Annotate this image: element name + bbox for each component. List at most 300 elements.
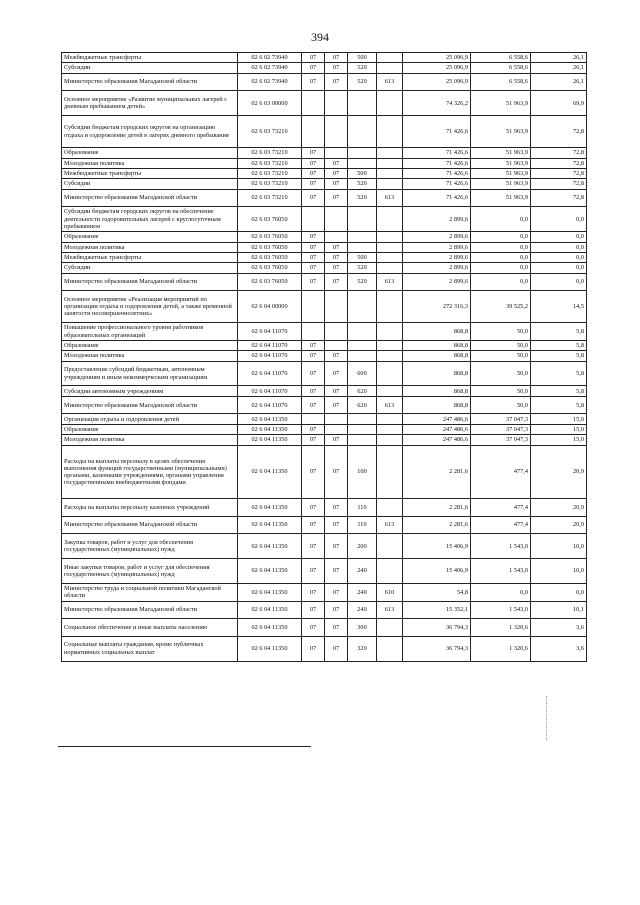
cell-section: 07 <box>302 252 325 262</box>
cell-section: 07 <box>302 445 325 499</box>
cell-fact: 50,0 <box>471 396 531 414</box>
table-row <box>62 424 587 434</box>
cell-section <box>302 207 325 232</box>
cell-dept <box>377 168 403 178</box>
cell-name: Молодежная политика <box>62 435 238 445</box>
cell-name: Субсидии <box>62 179 238 189</box>
budget-table <box>61 52 587 662</box>
cell-code: 02 6 04 11070 <box>238 323 302 341</box>
table-row <box>62 583 587 601</box>
cell-section: 07 <box>302 559 325 584</box>
cell-code: 02 6 04 11070 <box>238 396 302 414</box>
cell-name: Субсидии <box>62 63 238 73</box>
cell-fact: 0,0 <box>471 232 531 242</box>
cell-name: Образование <box>62 148 238 158</box>
table-row <box>62 601 587 619</box>
cell-pct: 0,0 <box>531 242 587 252</box>
cell-code: 02 6 04 11350 <box>238 435 302 445</box>
cell-name: Повышение профессионального уровня работников образовательных организаций <box>62 323 238 341</box>
cell-subsection: 07 <box>325 396 348 414</box>
cell-section: 07 <box>302 499 325 517</box>
cell-plan: 36 794,3 <box>403 619 471 637</box>
cell-exp-type <box>348 116 377 148</box>
cell-pct: 0,0 <box>531 232 587 242</box>
cell-plan: 71 426,6 <box>403 168 471 178</box>
cell-name: Расходы на выплаты персоналу в целях обеспечения выполнения функций государственными (муниципальными) органами, казенными учреждениями, органами управления государственными внебюджетными фондами <box>62 445 238 499</box>
cell-exp-type: 520 <box>348 263 377 273</box>
cell-pct: 5,8 <box>531 396 587 414</box>
cell-fact: 1 543,0 <box>471 559 531 584</box>
cell-subsection: 07 <box>325 63 348 73</box>
cell-subsection: 07 <box>325 583 348 601</box>
cell-pct: 10,0 <box>531 534 587 559</box>
cell-dept <box>377 207 403 232</box>
table-row <box>62 559 587 584</box>
cell-exp-type: 520 <box>348 63 377 73</box>
cell-fact: 51 963,9 <box>471 168 531 178</box>
cell-code: 02 6 03 76050 <box>238 232 302 242</box>
cell-section: 07 <box>302 601 325 619</box>
cell-pct: 72,8 <box>531 189 587 207</box>
cell-dept <box>377 148 403 158</box>
cell-pct: 72,8 <box>531 179 587 189</box>
cell-plan: 247 486,6 <box>403 435 471 445</box>
table-row <box>62 340 587 350</box>
cell-plan: 2 899,6 <box>403 232 471 242</box>
cell-fact: 6 558,6 <box>471 53 531 63</box>
table-row <box>62 148 587 158</box>
cell-name: Межбюджетные трансферты <box>62 168 238 178</box>
cell-dept: 613 <box>377 273 403 291</box>
cell-fact: 1 320,6 <box>471 619 531 637</box>
cell-dept <box>377 361 403 386</box>
cell-plan: 25 096,9 <box>403 63 471 73</box>
cell-code: 02 6 03 73210 <box>238 179 302 189</box>
cell-code: 02 6 04 11350 <box>238 636 302 661</box>
cell-code: 02 6 03 73210 <box>238 148 302 158</box>
cell-dept <box>377 414 403 424</box>
cell-dept <box>377 323 403 341</box>
cell-name: Молодежная политика <box>62 158 238 168</box>
cell-section: 07 <box>302 148 325 158</box>
margin-dotted-mark <box>546 696 549 740</box>
cell-exp-type <box>348 424 377 434</box>
footer-divider <box>58 746 311 747</box>
cell-subsection <box>325 291 348 323</box>
cell-exp-type: 200 <box>348 534 377 559</box>
cell-dept <box>377 445 403 499</box>
cell-exp-type: 110 <box>348 516 377 534</box>
cell-dept <box>377 636 403 661</box>
cell-section <box>302 323 325 341</box>
cell-code: 02 6 04 11350 <box>238 516 302 534</box>
cell-name: Молодежная политика <box>62 351 238 361</box>
cell-section: 07 <box>302 53 325 63</box>
cell-section: 07 <box>302 158 325 168</box>
cell-fact: 50,0 <box>471 323 531 341</box>
cell-exp-type: 100 <box>348 445 377 499</box>
cell-name: Социальное обеспечение и иные выплаты населению <box>62 619 238 637</box>
cell-exp-type <box>348 91 377 116</box>
cell-subsection: 07 <box>325 179 348 189</box>
cell-section: 07 <box>302 273 325 291</box>
table-row <box>62 386 587 396</box>
cell-dept <box>377 53 403 63</box>
cell-fact: 1 543,0 <box>471 534 531 559</box>
cell-section: 07 <box>302 263 325 273</box>
cell-section: 07 <box>302 583 325 601</box>
cell-subsection: 07 <box>325 534 348 559</box>
cell-dept <box>377 263 403 273</box>
cell-code: 02 6 03 76050 <box>238 207 302 232</box>
cell-fact: 51 963,9 <box>471 148 531 158</box>
cell-dept <box>377 386 403 396</box>
cell-exp-type <box>348 340 377 350</box>
cell-dept <box>377 559 403 584</box>
cell-fact: 51 963,9 <box>471 116 531 148</box>
table-row <box>62 534 587 559</box>
cell-section: 07 <box>302 340 325 350</box>
cell-plan: 36 794,3 <box>403 636 471 661</box>
cell-pct: 20,9 <box>531 445 587 499</box>
cell-subsection <box>325 207 348 232</box>
table-row <box>62 396 587 414</box>
cell-subsection <box>325 424 348 434</box>
table-row <box>62 168 587 178</box>
cell-code: 02 6 03 76050 <box>238 252 302 262</box>
cell-code: 02 6 04 11350 <box>238 619 302 637</box>
cell-plan: 2 281,6 <box>403 445 471 499</box>
cell-plan: 2 899,6 <box>403 252 471 262</box>
cell-section: 07 <box>302 73 325 91</box>
cell-plan: 74 326,2 <box>403 91 471 116</box>
cell-dept <box>377 232 403 242</box>
cell-fact: 37 047,3 <box>471 424 531 434</box>
cell-name: Межбюджетные трансферты <box>62 252 238 262</box>
cell-subsection: 07 <box>325 499 348 517</box>
cell-subsection: 07 <box>325 351 348 361</box>
cell-exp-type <box>348 207 377 232</box>
table-row <box>62 91 587 116</box>
cell-subsection: 07 <box>325 242 348 252</box>
table-row <box>62 291 587 323</box>
cell-subsection: 07 <box>325 559 348 584</box>
cell-pct: 0,0 <box>531 207 587 232</box>
cell-dept <box>377 435 403 445</box>
cell-plan: 2 899,6 <box>403 242 471 252</box>
cell-name: Предоставление субсидий бюджетным, автономным учреждениям и иным некоммерческим организациям <box>62 361 238 386</box>
cell-code: 02 6 03 76050 <box>238 263 302 273</box>
cell-name: Министерство труда и социальной политики Магаданской области <box>62 583 238 601</box>
page-number: 394 <box>311 30 329 44</box>
table-row <box>62 53 587 63</box>
table-row <box>62 207 587 232</box>
cell-exp-type: 520 <box>348 189 377 207</box>
cell-exp-type: 240 <box>348 601 377 619</box>
cell-name: Министерство образования Магаданской области <box>62 73 238 91</box>
table-row <box>62 63 587 73</box>
cell-fact: 0,0 <box>471 242 531 252</box>
cell-section: 07 <box>302 351 325 361</box>
cell-exp-type: 600 <box>348 361 377 386</box>
table-row <box>62 242 587 252</box>
cell-section: 07 <box>302 179 325 189</box>
cell-exp-type: 300 <box>348 619 377 637</box>
cell-fact: 0,0 <box>471 273 531 291</box>
cell-plan: 247 486,6 <box>403 424 471 434</box>
cell-subsection: 07 <box>325 273 348 291</box>
table-row <box>62 273 587 291</box>
cell-code: 02 6 03 73210 <box>238 189 302 207</box>
cell-pct: 69,9 <box>531 91 587 116</box>
cell-fact: 50,0 <box>471 386 531 396</box>
cell-subsection <box>325 232 348 242</box>
cell-section: 07 <box>302 435 325 445</box>
cell-code: 02 6 04 11350 <box>238 414 302 424</box>
cell-subsection <box>325 148 348 158</box>
cell-fact: 477,4 <box>471 499 531 517</box>
cell-subsection <box>325 323 348 341</box>
cell-fact: 6 558,6 <box>471 73 531 91</box>
cell-fact: 37 047,3 <box>471 414 531 424</box>
cell-name: Субсидии автономным учреждениям <box>62 386 238 396</box>
cell-pct: 15,0 <box>531 424 587 434</box>
cell-name: Образование <box>62 340 238 350</box>
cell-dept: 613 <box>377 189 403 207</box>
cell-section: 07 <box>302 636 325 661</box>
cell-plan: 71 426,6 <box>403 158 471 168</box>
cell-exp-type: 520 <box>348 273 377 291</box>
cell-subsection <box>325 340 348 350</box>
table-row <box>62 323 587 341</box>
cell-plan: 25 096,9 <box>403 73 471 91</box>
cell-code: 02 6 04 11350 <box>238 559 302 584</box>
cell-section: 07 <box>302 516 325 534</box>
cell-subsection: 07 <box>325 601 348 619</box>
cell-fact: 6 558,6 <box>471 63 531 73</box>
cell-pct: 5,8 <box>531 323 587 341</box>
cell-exp-type: 240 <box>348 559 377 584</box>
table-body <box>62 53 587 662</box>
cell-section: 07 <box>302 242 325 252</box>
cell-exp-type: 500 <box>348 168 377 178</box>
cell-code: 02 6 04 11350 <box>238 583 302 601</box>
cell-code: 02 6 04 00000 <box>238 291 302 323</box>
cell-plan: 15 406,9 <box>403 559 471 584</box>
cell-section: 07 <box>302 361 325 386</box>
cell-pct: 72,8 <box>531 116 587 148</box>
table-row <box>62 435 587 445</box>
cell-subsection <box>325 116 348 148</box>
cell-exp-type <box>348 323 377 341</box>
cell-pct: 10,1 <box>531 601 587 619</box>
cell-section: 07 <box>302 386 325 396</box>
cell-section: 07 <box>302 424 325 434</box>
cell-name: Министерство образования Магаданской области <box>62 601 238 619</box>
cell-dept: 613 <box>377 396 403 414</box>
cell-plan: 868,8 <box>403 361 471 386</box>
cell-pct: 72,8 <box>531 158 587 168</box>
cell-dept <box>377 291 403 323</box>
cell-plan: 71 426,6 <box>403 179 471 189</box>
cell-pct: 10,0 <box>531 559 587 584</box>
cell-code: 02 6 04 11350 <box>238 499 302 517</box>
cell-fact: 1 543,0 <box>471 601 531 619</box>
cell-exp-type: 620 <box>348 396 377 414</box>
cell-subsection: 07 <box>325 263 348 273</box>
cell-fact: 477,4 <box>471 516 531 534</box>
cell-plan: 2 899,6 <box>403 263 471 273</box>
cell-code: 02 6 03 76050 <box>238 242 302 252</box>
cell-name: Образование <box>62 424 238 434</box>
cell-dept: 613 <box>377 601 403 619</box>
cell-section <box>302 116 325 148</box>
cell-dept <box>377 340 403 350</box>
cell-pct: 26,1 <box>531 53 587 63</box>
table-row <box>62 445 587 499</box>
cell-plan: 2 899,6 <box>403 207 471 232</box>
cell-exp-type <box>348 291 377 323</box>
cell-section: 07 <box>302 619 325 637</box>
cell-pct: 20,9 <box>531 516 587 534</box>
cell-fact: 0,0 <box>471 583 531 601</box>
cell-name: Расходы на выплаты персоналу казенных учреждений <box>62 499 238 517</box>
cell-code: 02 6 04 11070 <box>238 351 302 361</box>
cell-code: 02 6 02 73940 <box>238 53 302 63</box>
cell-section: 07 <box>302 168 325 178</box>
cell-dept <box>377 619 403 637</box>
cell-exp-type <box>348 351 377 361</box>
cell-plan: 15 406,9 <box>403 534 471 559</box>
cell-exp-type: 520 <box>348 179 377 189</box>
cell-name: Министерство образования Магаданской области <box>62 273 238 291</box>
table-row <box>62 179 587 189</box>
cell-subsection: 07 <box>325 73 348 91</box>
cell-subsection: 07 <box>325 189 348 207</box>
cell-plan: 868,8 <box>403 340 471 350</box>
cell-plan: 71 426,6 <box>403 116 471 148</box>
cell-name: Иные закупки товаров, работ и услуг для обеспечения государственных (муниципальных) нужд <box>62 559 238 584</box>
cell-pct: 20,9 <box>531 499 587 517</box>
cell-subsection: 07 <box>325 252 348 262</box>
cell-plan: 71 426,6 <box>403 189 471 207</box>
cell-code: 02 6 03 73210 <box>238 158 302 168</box>
cell-dept <box>377 158 403 168</box>
cell-dept <box>377 63 403 73</box>
cell-pct: 5,8 <box>531 340 587 350</box>
cell-exp-type <box>348 435 377 445</box>
cell-code: 02 6 04 11350 <box>238 601 302 619</box>
cell-fact: 50,0 <box>471 340 531 350</box>
cell-name: Субсидии <box>62 263 238 273</box>
table-row <box>62 158 587 168</box>
cell-fact: 477,4 <box>471 445 531 499</box>
cell-name: Министерство образования Магаданской области <box>62 396 238 414</box>
cell-dept: 610 <box>377 583 403 601</box>
cell-code: 02 6 04 11070 <box>238 386 302 396</box>
cell-pct: 5,8 <box>531 386 587 396</box>
cell-pct: 0,0 <box>531 263 587 273</box>
cell-section <box>302 414 325 424</box>
cell-plan: 15 352,1 <box>403 601 471 619</box>
cell-fact: 50,0 <box>471 361 531 386</box>
cell-plan: 71 426,6 <box>403 148 471 158</box>
cell-plan: 272 316,3 <box>403 291 471 323</box>
cell-fact: 51 963,9 <box>471 91 531 116</box>
cell-subsection: 07 <box>325 619 348 637</box>
cell-plan: 868,8 <box>403 386 471 396</box>
cell-pct: 0,0 <box>531 273 587 291</box>
cell-name: Субсидии бюджетам городских округов на обеспечение деятельности оздоровительных лагерей с круглосуточным пребыванием <box>62 207 238 232</box>
cell-code: 02 6 04 11350 <box>238 424 302 434</box>
cell-section <box>302 291 325 323</box>
cell-code: 02 6 03 73210 <box>238 116 302 148</box>
cell-section <box>302 91 325 116</box>
cell-subsection: 07 <box>325 168 348 178</box>
cell-dept <box>377 351 403 361</box>
cell-name: Организация отдыха и оздоровления детей <box>62 414 238 424</box>
cell-section: 07 <box>302 63 325 73</box>
table-row <box>62 263 587 273</box>
cell-exp-type <box>348 242 377 252</box>
table-row <box>62 73 587 91</box>
cell-section: 07 <box>302 189 325 207</box>
table-row <box>62 361 587 386</box>
cell-pct: 15,0 <box>531 414 587 424</box>
cell-fact: 0,0 <box>471 207 531 232</box>
cell-fact: 39 525,2 <box>471 291 531 323</box>
table-row <box>62 189 587 207</box>
cell-plan: 54,8 <box>403 583 471 601</box>
cell-exp-type <box>348 414 377 424</box>
cell-exp-type <box>348 232 377 242</box>
table-row <box>62 351 587 361</box>
cell-code: 02 6 04 11350 <box>238 534 302 559</box>
cell-dept <box>377 252 403 262</box>
cell-exp-type <box>348 148 377 158</box>
cell-subsection: 07 <box>325 158 348 168</box>
cell-plan: 868,8 <box>403 396 471 414</box>
cell-code: 02 6 02 73940 <box>238 73 302 91</box>
table-row <box>62 636 587 661</box>
cell-plan: 868,8 <box>403 323 471 341</box>
cell-pct: 0,0 <box>531 583 587 601</box>
cell-dept <box>377 534 403 559</box>
cell-pct: 3,6 <box>531 619 587 637</box>
cell-code: 02 6 04 11350 <box>238 445 302 499</box>
cell-exp-type: 620 <box>348 386 377 396</box>
cell-pct: 15,0 <box>531 435 587 445</box>
cell-pct: 3,6 <box>531 636 587 661</box>
cell-name: Социальные выплаты гражданам, кроме публичных нормативных социальных выплат <box>62 636 238 661</box>
cell-section: 07 <box>302 232 325 242</box>
cell-subsection: 07 <box>325 636 348 661</box>
cell-code: 02 6 03 76050 <box>238 273 302 291</box>
cell-subsection: 07 <box>325 53 348 63</box>
cell-plan: 25 096,9 <box>403 53 471 63</box>
cell-subsection: 07 <box>325 445 348 499</box>
cell-fact: 50,0 <box>471 351 531 361</box>
cell-exp-type: 500 <box>348 53 377 63</box>
cell-pct: 26,1 <box>531 63 587 73</box>
table-row <box>62 499 587 517</box>
cell-section: 07 <box>302 396 325 414</box>
cell-subsection <box>325 91 348 116</box>
cell-code: 02 6 04 11070 <box>238 340 302 350</box>
cell-dept <box>377 116 403 148</box>
cell-exp-type: 520 <box>348 73 377 91</box>
cell-pct: 0,0 <box>531 252 587 262</box>
